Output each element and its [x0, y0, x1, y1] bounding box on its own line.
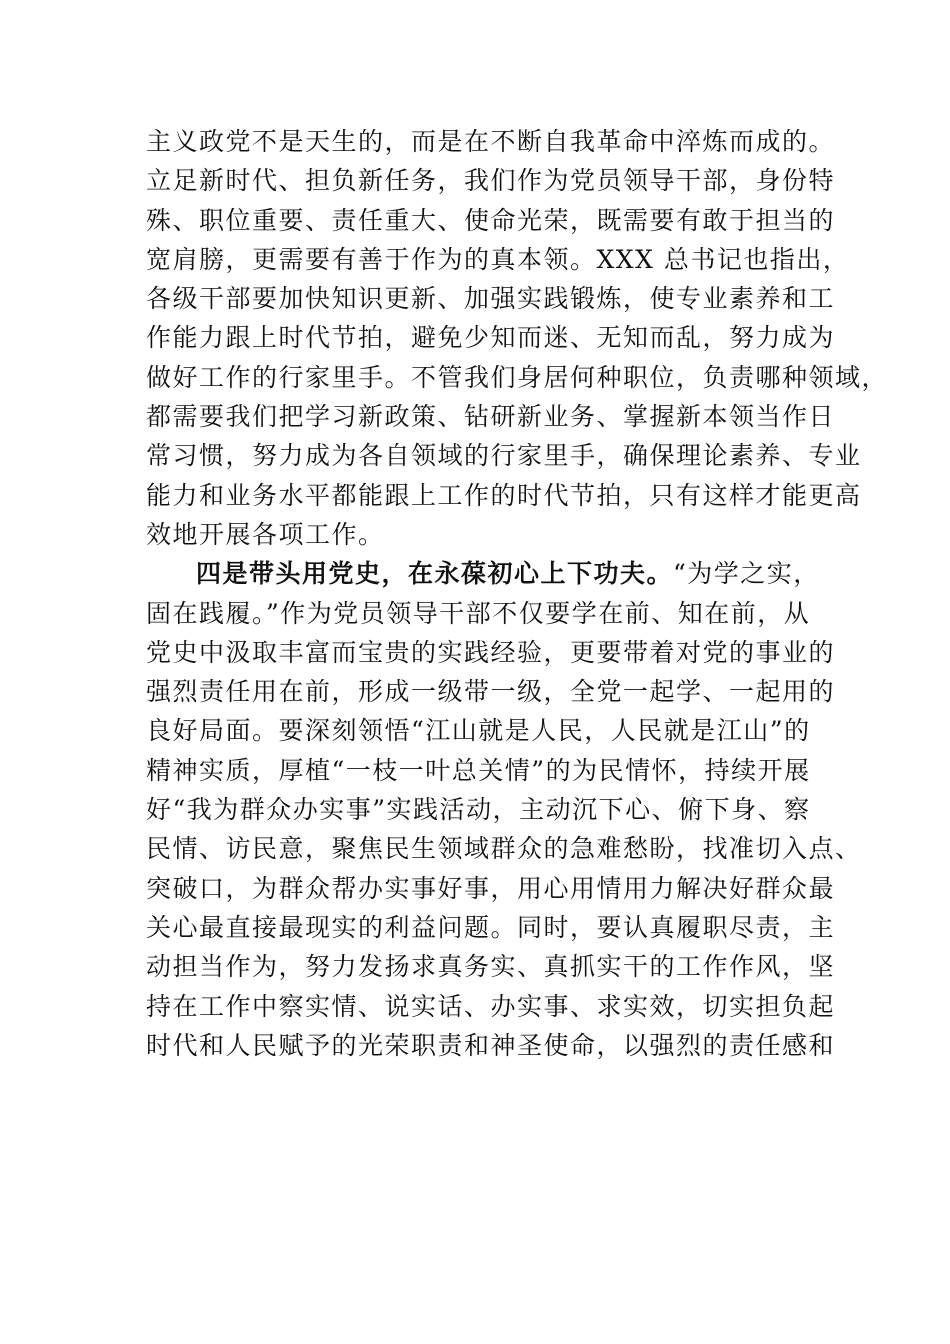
document-body: [146, 122, 889, 1065]
text-line: 做好工作的行家里手。不管我们身居何种职位，负责哪种领域，: [146, 362, 889, 392]
text-line: 民情、访民意，聚焦民生领域群众的急难愁盼，找准切入点、: [146, 834, 862, 864]
text-line: 殊、职位重要、责任重大、使命光荣，既需要有敢于担当的: [146, 205, 836, 235]
section-heading: 四是带头用党史，在永葆初心上下功夫。: [196, 559, 674, 589]
text-line: 效地开展各项工作。: [146, 519, 385, 549]
text-line: 作能力跟上时代节拍，避免少知而迷、无知而乱，努力成为: [146, 323, 836, 353]
text-line: 能力和业务水平都能跟上工作的时代节拍，只有这样才能更高: [146, 480, 862, 510]
paragraph-heading-line: [146, 554, 846, 593]
text-line: 持在工作中察实情、说实话、办实事、求实效，切实担负起: [146, 991, 836, 1021]
text-line: 突破口，为群众帮办实事好事，用心用情用力解决好群众最: [146, 873, 836, 903]
text-fragment: “为学之实，: [673, 559, 820, 589]
text-line: 党史中汲取丰富而宝贵的实践经验，更要带着对党的事业的: [146, 637, 836, 667]
text-line: 立足新时代、担负新任务，我们作为党员领导干部，身份特: [146, 166, 836, 196]
text-line: 常习惯，努力成为各自领域的行家里手，确保理论素养、专业: [146, 441, 862, 471]
text-line: 良好局面。要深刻领悟“江山就是人民，人民就是江山”的: [146, 716, 811, 746]
text-line: 各级干部要加快知识更新、加强实践锻炼，使专业素养和工: [146, 284, 836, 314]
text-line: 都需要我们把学习新政策、钻研新业务、掌握新本领当作日: [146, 402, 836, 432]
text-line: 宽肩膀，更需要有善于作为的真本领。XXX 总书记也指出，: [146, 244, 850, 274]
text-line: 精神实质，厚植“一枝一叶总关情”的为民情怀，持续开展: [146, 755, 811, 785]
text-line: 主义政党不是天生的，而是在不断自我革命中淬炼而成的。: [146, 127, 836, 156]
text-line: 关心最直接最现实的利益问题。同时，要认真履职尽责，主: [146, 912, 836, 942]
text-line: 时代和人民赋予的光荣职责和神圣使命，以强烈的责任感和: [146, 1030, 836, 1060]
text-line: 动担当作为，努力发扬求真务实、真抓实干的工作作风，坚: [146, 952, 836, 982]
text-line: 强烈责任用在前，形成一级带一级，全党一起学、一起用的: [146, 677, 836, 707]
text-line: 好“我为群众办实事”实践活动，主动沉下心、俯下身、察: [146, 795, 811, 825]
text-line: 固在践履。”作为党员领导干部不仅要学在前、知在前，从: [146, 598, 811, 628]
